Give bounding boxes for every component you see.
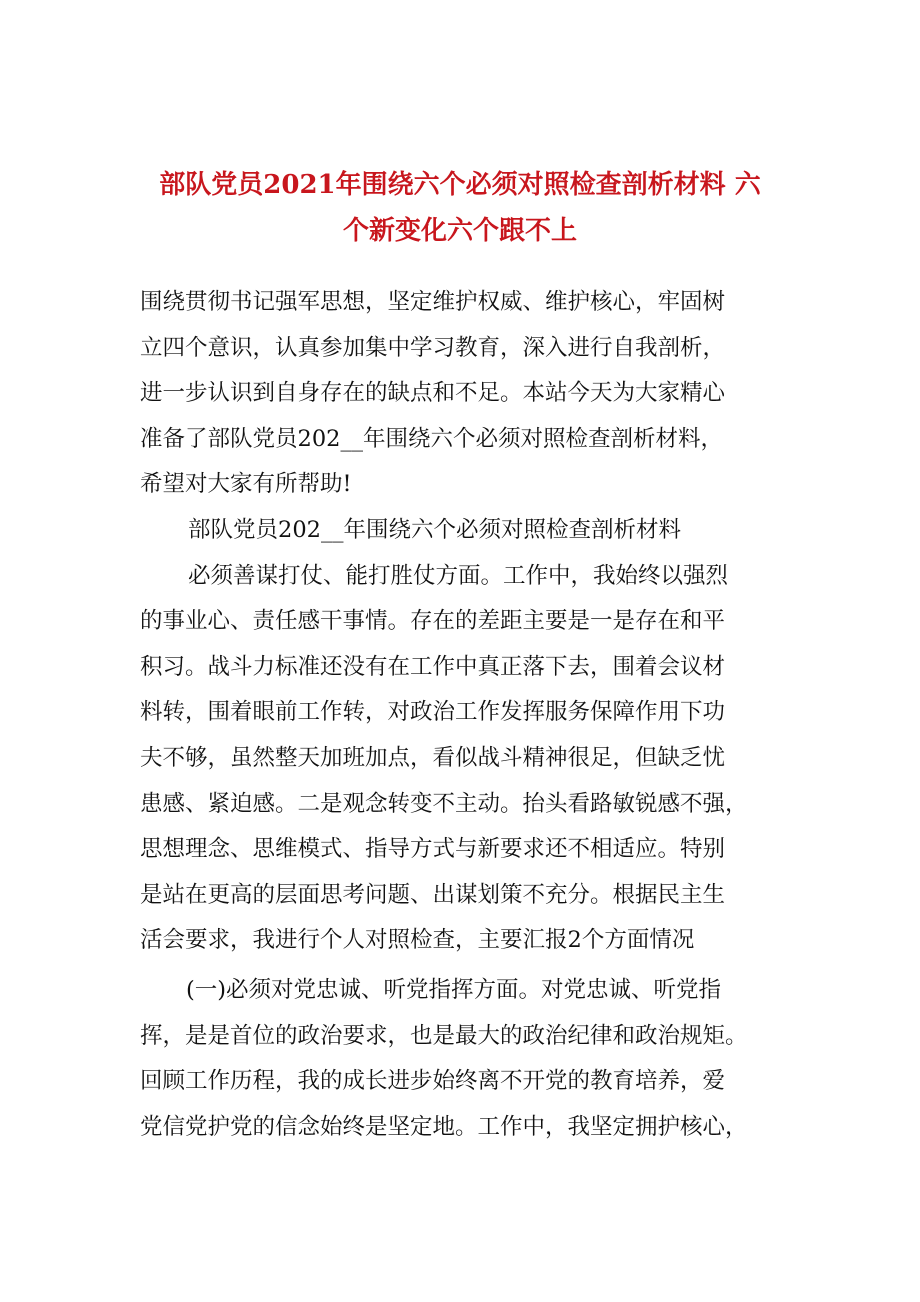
title-line: 部队党员2021年围绕六个必须对照检查剖析材料 六 <box>159 170 761 200</box>
text-line: 必须善谋打仗、能打胜仗方面。工作中，我始终以强烈 <box>188 562 729 589</box>
text-line: 挥，是是首位的政治要求，也是最大的政治纪律和政治规矩。 <box>140 1022 748 1049</box>
text-line: 是站在更高的层面思考问题、出谋划策不充分。根据民主生 <box>140 881 726 908</box>
text-line: 的事业心、责任感干事情。存在的差距主要是一是存在和平 <box>140 608 726 635</box>
intro-paragraph <box>140 280 790 508</box>
title-line: 个新变化六个跟不上 <box>342 216 577 246</box>
text-line: 回顾工作历程，我的成长进步始终离不开党的教育培养，爱 <box>140 1068 726 1095</box>
section-paragraph <box>140 968 790 1150</box>
document-body <box>140 280 790 1150</box>
text-line: 患感、紧迫感。二是观念转变不主动。抬头看路敏锐感不强， <box>140 790 748 817</box>
text-line: 料转，围着眼前工作转，对政治工作发挥服务保障作用下功 <box>140 699 726 726</box>
text-line: 党信党护党的信念始终是坚定地。工作中，我坚定拥护核心， <box>140 1113 748 1140</box>
text-line: 围绕贯彻书记强军思想，坚定维护权威、维护核心，牢固树 <box>140 289 726 315</box>
text-line: 夫不够，虽然整天加班加点，看似战斗精神很足，但缺乏忧 <box>140 744 726 771</box>
text-line: 立四个意识，认真参加集中学习教育，深入进行自我剖析， <box>140 334 726 361</box>
text-line: 活会要求，我进行个人对照检查，主要汇报2个方面情况 <box>140 927 695 954</box>
text-line: 进一步认识到自身存在的缺点和不足。本站今天为大家精心 <box>140 380 726 407</box>
document-title <box>140 162 780 254</box>
text-line: 希望对大家有所帮助! <box>140 471 352 498</box>
section-paragraph <box>140 554 790 964</box>
subtitle-paragraph <box>140 508 790 554</box>
text-line: (一)必须对党忠诚、听党指挥方面。对党忠诚、听党指 <box>186 976 722 1003</box>
text-line: 思想理念、思维模式、指导方式与新要求还不相适应。特别 <box>140 836 726 863</box>
text-line: 积习。战斗力标准还没有在工作中真正落下去，围着会议材 <box>140 653 726 680</box>
text-line: 准备了部队党员202__年围绕六个必须对照检查剖析材料， <box>140 425 723 452</box>
subtitle-line: 部队党员202__年围绕六个必须对照检查剖析材料 <box>188 516 681 543</box>
